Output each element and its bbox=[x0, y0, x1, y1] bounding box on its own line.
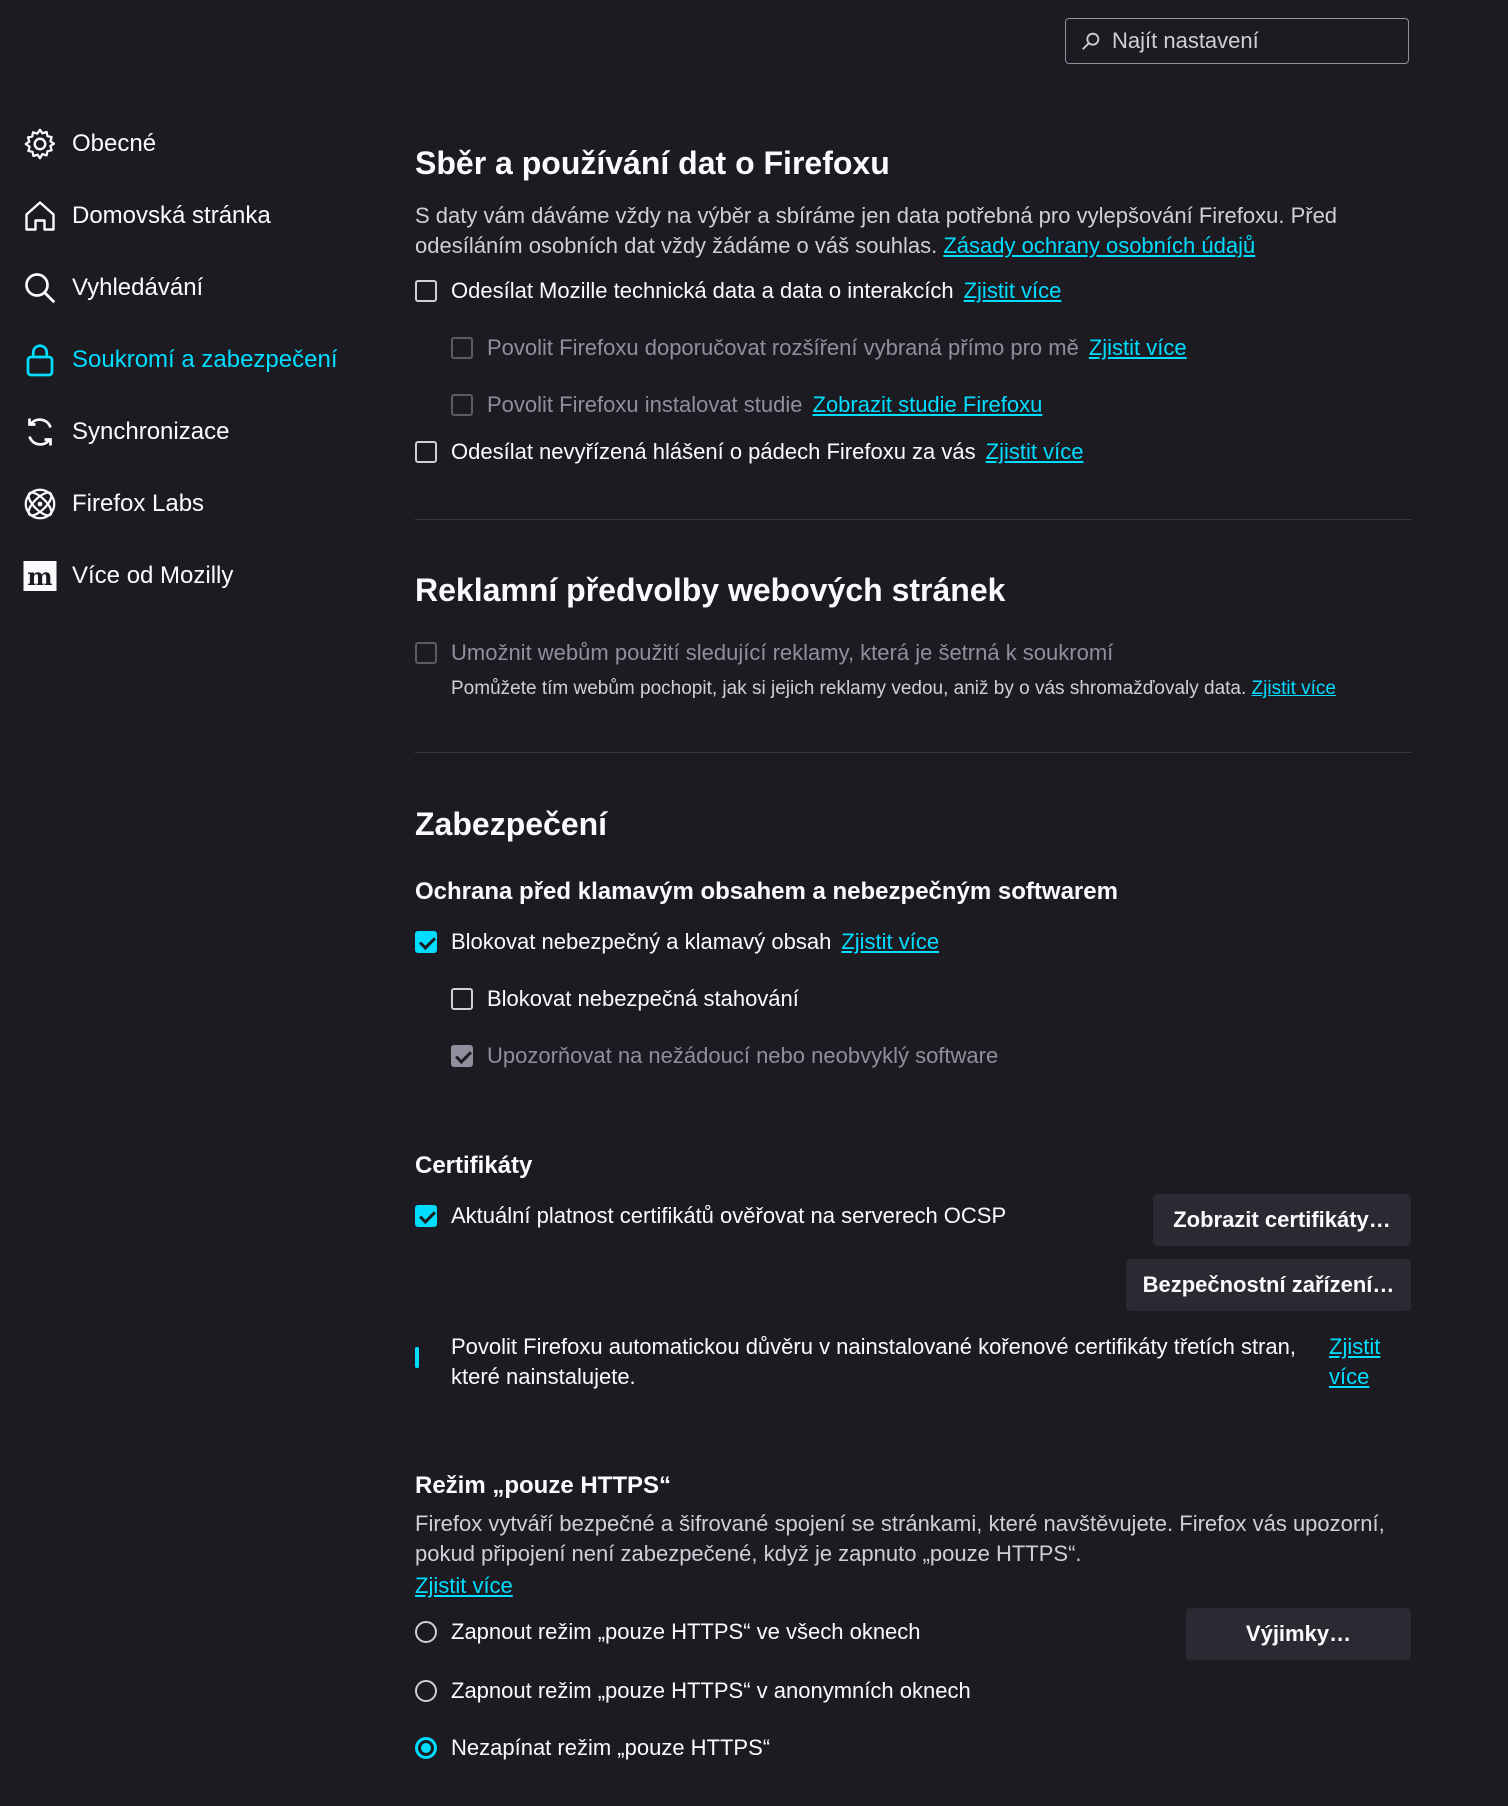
https-off-radio[interactable] bbox=[415, 1737, 437, 1759]
warn-unwanted-software-checkbox[interactable] bbox=[451, 1045, 473, 1067]
sidebar-item-label: Vyhledávání bbox=[72, 274, 204, 301]
recommend-extensions-option: Povolit Firefoxu doporučovat rozšíření vybraná přímo pro mě Zjistit více bbox=[451, 335, 1187, 361]
divider bbox=[415, 519, 1411, 520]
learn-more-link[interactable]: Zjistit více bbox=[841, 929, 940, 954]
learn-more-link[interactable]: Zjistit více bbox=[1251, 678, 1336, 699]
view-studies-link[interactable]: Zobrazit studie Firefoxu bbox=[812, 392, 1043, 417]
https-only-description: Firefox vytváří bezpečné a šifrované spojení se stránkami, které navštěvujete. Firefox vás upozorní, pokud připojení není zabezpečené, když je zapnuto „pouze HTTPS“. bbox=[415, 1511, 1385, 1566]
svg-text:m: m bbox=[27, 562, 53, 591]
ocsp-option: Aktuální platnost certifikátů ověřovat na serverech OCSP bbox=[415, 1203, 1006, 1229]
block-downloads-option: Blokovat nebezpečná stahování bbox=[451, 986, 799, 1012]
sidebar-item-label: Soukromí a zabezpečení bbox=[72, 346, 338, 373]
ads-description: Pomůžete tím webům pochopit, jak si jejich reklamy vedou, aniž by o vás shromažďovaly data. Zjistit více bbox=[451, 678, 1336, 699]
sidebar-item-privacy[interactable] bbox=[20, 324, 360, 396]
sidebar-item-more-mozilla[interactable] bbox=[20, 540, 360, 612]
search-input[interactable] bbox=[1110, 27, 1394, 55]
crash-reports-checkbox[interactable] bbox=[415, 441, 437, 463]
sidebar-item-label: Firefox Labs bbox=[72, 490, 205, 517]
third-party-roots-option bbox=[415, 1332, 1411, 1392]
deceptive-content-heading: Ochrana před klamavým obsahem a nebezpečným softwarem bbox=[415, 878, 1118, 905]
sidebar-item-label: Domovská stránka bbox=[72, 202, 271, 229]
privacy-policy-link[interactable]: Zásady ochrany osobních údajů bbox=[943, 233, 1256, 258]
block-dangerous-option: Blokovat nebezpečný a klamavý obsah Zjistit více bbox=[415, 929, 939, 955]
sync-icon bbox=[20, 412, 60, 452]
telemetry-option: Odesílat Mozille technická data a data o interakcích Zjistit více bbox=[415, 278, 1061, 304]
labs-atom-icon bbox=[20, 484, 60, 524]
search-icon bbox=[20, 268, 60, 308]
learn-more-link[interactable]: Zjistit více bbox=[1329, 1334, 1381, 1389]
https-all-windows-radio[interactable] bbox=[415, 1621, 437, 1643]
home-icon bbox=[20, 196, 60, 236]
https-private-windows-option[interactable]: Zapnout režim „pouze HTTPS“ v anonymních oknech bbox=[415, 1678, 971, 1704]
section-title-data-collection: Sběr a používání dat o Firefoxu bbox=[415, 145, 890, 181]
block-downloads-checkbox[interactable] bbox=[451, 988, 473, 1010]
sidebar-item-label: Více od Mozilly bbox=[72, 562, 234, 589]
exceptions-button[interactable]: Výjimky… bbox=[1186, 1608, 1411, 1660]
learn-more-link[interactable]: Zjistit více bbox=[985, 439, 1084, 464]
sidebar-item-search[interactable] bbox=[20, 252, 360, 324]
https-off-option[interactable]: Nezapínat režim „pouze HTTPS“ bbox=[415, 1735, 770, 1761]
sidebar-item-home[interactable] bbox=[20, 180, 360, 252]
telemetry-checkbox[interactable] bbox=[415, 280, 437, 302]
learn-more-link[interactable]: Zjistit více bbox=[963, 278, 1062, 303]
learn-more-link[interactable]: Zjistit více bbox=[415, 1573, 513, 1598]
crash-reports-option: Odesílat nevyřízená hlášení o pádech Firefoxu za vás Zjistit více bbox=[415, 439, 1083, 465]
mozilla-m-icon bbox=[20, 556, 60, 596]
divider bbox=[415, 752, 1411, 753]
block-dangerous-checkbox[interactable] bbox=[415, 931, 437, 953]
sidebar-item-label: Obecné bbox=[72, 130, 157, 157]
studies-checkbox[interactable] bbox=[451, 394, 473, 416]
security-devices-button[interactable]: Bezpečnostní zařízení… bbox=[1126, 1259, 1411, 1311]
ads-checkbox[interactable] bbox=[415, 642, 437, 664]
search-icon bbox=[1080, 30, 1102, 52]
sidebar-item-label: Synchronizace bbox=[72, 418, 230, 445]
section-title-ads: Reklamní předvolby webových stránek bbox=[415, 572, 1006, 608]
gear-icon bbox=[20, 124, 60, 164]
data-collection-description: S daty vám dáváme vždy na výběr a sbíráme jen data potřebná pro vylepšování Firefoxu. Před odesíláním osobních dat vždy žádáme o váš souhlas. Zásady ochrany osobních údajů bbox=[415, 203, 1338, 258]
learn-more-link[interactable]: Zjistit více bbox=[1088, 335, 1187, 360]
sidebar-item-general[interactable] bbox=[20, 108, 360, 180]
lock-icon bbox=[20, 340, 60, 380]
third-party-roots-line2: které nainstalujete. bbox=[451, 1364, 636, 1389]
ads-option: Umožnit webům použití sledující reklamy, která je šetrná k soukromí bbox=[415, 640, 1113, 666]
ocsp-checkbox[interactable] bbox=[415, 1205, 437, 1227]
section-title-security: Zabezpečení bbox=[415, 806, 608, 842]
sidebar-item-sync[interactable] bbox=[20, 396, 360, 468]
search-field[interactable] bbox=[1065, 18, 1409, 64]
https-private-windows-radio[interactable] bbox=[415, 1680, 437, 1702]
view-certificates-button[interactable]: Zobrazit certifikáty… bbox=[1153, 1194, 1411, 1246]
https-only-heading: Režim „pouze HTTPS“ bbox=[415, 1472, 672, 1499]
third-party-roots-checkbox[interactable] bbox=[415, 1347, 419, 1368]
https-all-windows-option[interactable]: Zapnout režim „pouze HTTPS“ ve všech oknech bbox=[415, 1619, 921, 1645]
third-party-roots-line1: Povolit Firefoxu automatickou důvěru v nainstalované kořenové certifikáty třetích stran, bbox=[451, 1334, 1296, 1359]
sidebar-item-labs[interactable] bbox=[20, 468, 360, 540]
warn-unwanted-software-option: Upozorňovat na nežádoucí nebo neobvyklý software bbox=[451, 1043, 998, 1069]
studies-option: Povolit Firefoxu instalovat studie Zobrazit studie Firefoxu bbox=[451, 392, 1042, 418]
sidebar bbox=[20, 108, 360, 612]
certificates-heading: Certifikáty bbox=[415, 1152, 533, 1179]
recommend-extensions-checkbox[interactable] bbox=[451, 337, 473, 359]
